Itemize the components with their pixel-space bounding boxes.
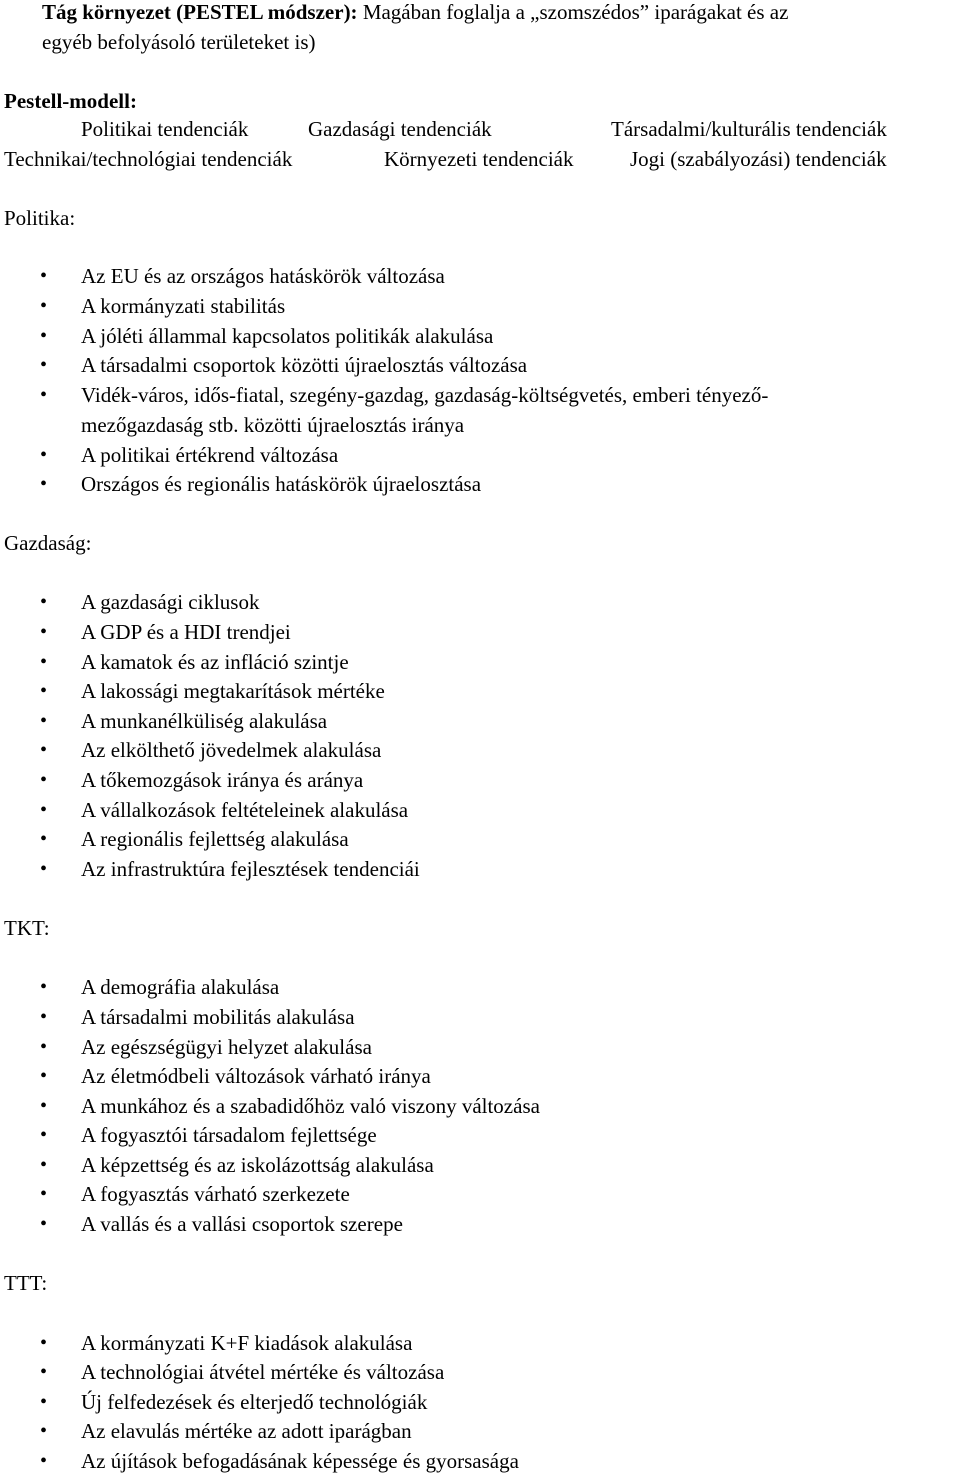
pestel-item: Technikai/technológiai tendenciák (4, 147, 293, 171)
list-item: Új felfedezések és elterjedő technológiák (81, 1390, 428, 1414)
pestel-item: Gazdasági tendenciák (308, 117, 492, 141)
list-item: A gazdasági ciklusok (81, 590, 260, 614)
bullet-icon: • (40, 1036, 48, 1058)
bullet-icon: • (40, 976, 48, 998)
list-item: A demográfia alakulása (81, 975, 280, 999)
bullet-icon: • (40, 295, 48, 317)
bullet-icon: • (40, 739, 48, 761)
list-item: A GDP és a HDI trendjei (81, 620, 291, 644)
bullet-icon: • (40, 354, 48, 376)
list-item: A képzettség és az iskolázottság alakulása (81, 1153, 434, 1177)
bullet-icon: • (40, 769, 48, 791)
list-item: A vallás és a vallási csoportok szerepe (81, 1212, 403, 1236)
list-item: A kormányzati K+F kiadások alakulása (81, 1331, 413, 1355)
list-item: A regionális fejlettség alakulása (81, 827, 349, 851)
list-item: A vállalkozások feltételeinek alakulása (81, 798, 409, 822)
list-item: A tőkemozgások iránya és aránya (81, 768, 364, 792)
list-item: Az EU és az országos hatáskörök változása (81, 264, 445, 288)
intro-line-1 (42, 0, 788, 24)
list-item: Az elkölthető jövedelmek alakulása (81, 738, 382, 762)
bullet-icon: • (40, 1391, 48, 1413)
list-item: Az újítások befogadásának képessége és gyorsasága (81, 1449, 519, 1473)
bullet-icon: • (40, 1361, 48, 1383)
pestel-item: Jogi (szabályozási) tendenciák (630, 147, 887, 171)
list-item: Az elavulás mértéke az adott iparágban (81, 1419, 412, 1443)
list-item: A munkához és a szabadidőhöz való viszony változása (81, 1094, 540, 1118)
list-item: Az egészségügyi helyzet alakulása (81, 1035, 372, 1059)
ttt-heading: TTT: (4, 1271, 48, 1295)
bullet-icon: • (40, 1420, 48, 1442)
list-item: A fogyasztói társadalom fejlettsége (81, 1123, 377, 1147)
list-item: A társadalmi csoportok közötti újraelosztás változása (81, 353, 528, 377)
list-item: Az életmódbeli változások várható iránya (81, 1064, 431, 1088)
intro-text-1: Magában foglalja a „szomszédos” iparágakat és az (357, 0, 789, 24)
pestel-heading: Pestell-modell: (4, 89, 137, 113)
list-item: A technológiai átvétel mértéke és változása (81, 1360, 445, 1384)
bullet-icon: • (40, 1213, 48, 1235)
list-item: A kamatok és az infláció szintje (81, 650, 349, 674)
pestel-item: Környezeti tendenciák (384, 147, 574, 171)
bullet-icon: • (40, 1183, 48, 1205)
list-item: Országos és regionális hatáskörök újraelosztása (81, 472, 482, 496)
pestel-item: Társadalmi/kulturális tendenciák (611, 117, 887, 141)
bullet-icon: • (40, 858, 48, 880)
list-item: Vidék-város, idős-fiatal, szegény-gazdag, gazdaság-költségvetés, emberi tényező- (81, 383, 769, 407)
intro-bold-label: Tág környezet (PESTEL módszer): (42, 0, 358, 24)
tkt-heading: TKT: (4, 916, 50, 940)
intro-line-2: egyéb befolyásoló területeket is) (42, 30, 316, 54)
list-item: A lakossági megtakarítások mértéke (81, 679, 385, 703)
bullet-icon: • (40, 384, 48, 406)
list-item: A jóléti állammal kapcsolatos politikák alakulása (81, 324, 494, 348)
bullet-icon: • (40, 1154, 48, 1176)
bullet-icon: • (40, 828, 48, 850)
bullet-icon: • (40, 1124, 48, 1146)
list-item: A politikai értékrend változása (81, 443, 339, 467)
bullet-icon: • (40, 1332, 48, 1354)
bullet-icon: • (40, 444, 48, 466)
bullet-icon: • (40, 621, 48, 643)
list-item: A fogyasztás várható szerkezete (81, 1182, 350, 1206)
pestel-item: Politikai tendenciák (81, 117, 249, 141)
bullet-icon: • (40, 1006, 48, 1028)
gazdasag-heading: Gazdaság: (4, 531, 92, 555)
bullet-icon: • (40, 651, 48, 673)
bullet-icon: • (40, 1095, 48, 1117)
politika-heading: Politika: (4, 206, 76, 230)
bullet-icon: • (40, 325, 48, 347)
bullet-icon: • (40, 710, 48, 732)
bullet-icon: • (40, 473, 48, 495)
list-item-continuation: mezőgazdaság stb. közötti újraelosztás iránya (81, 413, 465, 437)
bullet-icon: • (40, 591, 48, 613)
bullet-icon: • (40, 799, 48, 821)
list-item: A munkanélküliség alakulása (81, 709, 328, 733)
bullet-icon: • (40, 680, 48, 702)
list-item: A társadalmi mobilitás alakulása (81, 1005, 355, 1029)
list-item: A kormányzati stabilitás (81, 294, 286, 318)
bullet-icon: • (40, 265, 48, 287)
bullet-icon: • (40, 1450, 48, 1472)
list-item: Az infrastruktúra fejlesztések tendenciái (81, 857, 420, 881)
bullet-icon: • (40, 1065, 48, 1087)
